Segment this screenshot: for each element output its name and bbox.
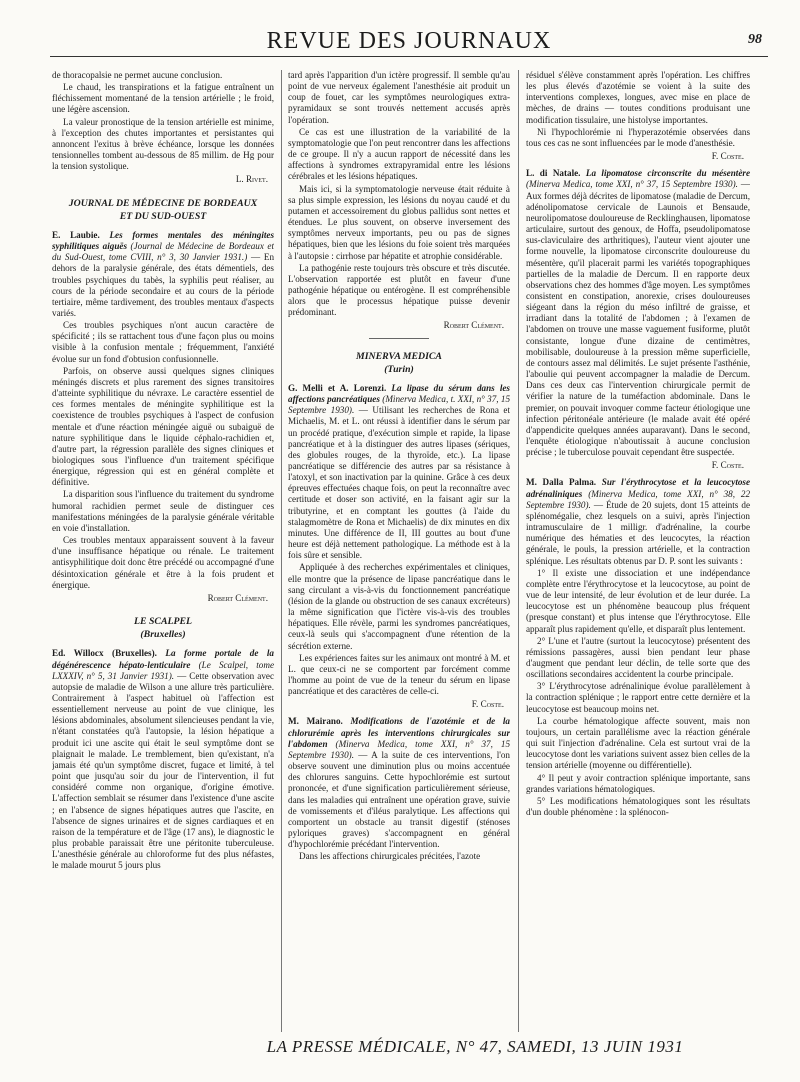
article-reference: (Journal de Médecine de Bordeaux et du Sud-Ouest, tome CVIII, n° 3, 30 Janvier 1931.) [52, 241, 274, 263]
article-title: La lipase du sérum dans les affections pancréatiques [288, 382, 510, 405]
signature: F. Coste. [711, 460, 744, 471]
journal-heading: MINERVA MEDICA [356, 350, 442, 362]
article-text: — Cette observation avec autopsie de maladie de Wilson a une allure très particulière. Contrairement à l'aspect habituel où l'affection est essentiellement nerveuse au point de vue clinique, les lésions abdominales, absolument silencieuses pendant la vie, n'étant constatées qu'à l'autopsie, la lésion hépatique a produit ici une ascite qui était le seul symptôme dont se plaignait le malade. Le tremblement, bien qu'existant, n'a jamais été qu'un symptôme discret, fugace et limité, à tel point que jusqu'au soir du jour de l'intervention, il fut considéré comme non organique, d'origine émotive. L'affection semblait se résumer dans l'existence d'une ascite ; en l'absence de signes hépatiques autres que l'ascite, en l'absence de signes urinaires et de signes cardiaques et en raison de la température et de l'âge (17 ans), le diagnostic le plus probable paraissait être une péritonite tuberculeuse. L'anesthésie générale au chloroforme fut des plus néfastes, le malade mourut 5 jours plus [52, 670, 274, 871]
article [52, 230, 274, 319]
article-title: La forme portale de la dégénérescence hépato-lenticulaire [52, 648, 274, 670]
paragraph: La courbe hématologique affecte souvent, mais non toujours, un certain parallélisme avec la réaction générale qui suit l'injection d'adrénaline. Cela est surtout vrai de la leucocytose dont les variations suivent assez bien celles de la tension artérielle (moyenne ou différentielle). [526, 715, 750, 771]
paragraph: 2° L'une et l'autre (surtout la leucocytose) présentent des rémissions passagères, aussi bien pendant leur phase d'augment que pendant leur déclin, de telle sorte que des oscillations secondaires accidentent la courbe principale. [526, 635, 750, 680]
article [526, 168, 750, 458]
article [526, 477, 750, 566]
article-title: Modifications de l'azotémie et de la chlorurémie après les interventions chirurgicales sur l'abdomen [288, 716, 510, 749]
journal-subheading: (Bruxelles) [140, 629, 186, 641]
paragraph: Parfois, on observe aussi quelques signes cliniques méningés discrets et plus rarement des signes transitoires d'atteinte syphilitique du névraxe. Le caractère essentiel de ces formes mentales de méningite syphilitique est la coexistence de troubles psychiques à l'aspect de confusion mentale et d'une réaction méningée aiguë ou subaiguë de nature syphilitique dans le liquide céphalo-rachidien et, d'autre part, la régression parallèle des signes cliniques et biologiques sous l'influence d'un traitement spécifique énergique, régression qui est en général complète et définitive. [52, 365, 274, 488]
article [288, 716, 510, 850]
journal-subheading: ET DU SUD-OUEST [119, 210, 207, 222]
signature: Robert Clément. [207, 592, 268, 603]
paragraph: La valeur pronostique de la tension artérielle est minime, à l'exception des chutes importantes et persistantes qui annoncent l'exitus à brève échéance, lorsque les données tensionnelles tombent au-dessous de 85 millim. de Hg pour la tension systolique. [52, 116, 274, 172]
journal-heading: JOURNAL DE MÉDECINE DE BORDEAUX [68, 197, 258, 209]
paragraph: La pathogénie reste toujours très obscure et très discutée. L'observation rapportée est plutôt en faveur d'une pathogénie hépatique ou entérogène. Il est compréhensible alors que le processus hépatique puisse devenir prédominant. [288, 262, 510, 318]
article-author: L. di Natale. [526, 168, 581, 179]
paragraph: La disparition sous l'influence du traitement du syndrome humoral rachidien permet seule de distinguer ces manifestations méningées de la paralysie générale véritable en voie d'installation. [52, 489, 274, 533]
page-number: 98 [748, 32, 762, 47]
paragraph: Ces troubles psychiques n'ont aucun caractère de spécificité ; ils se rattachent tous d'une façon plus ou moins visible à la confusion mentale ; fréquemment, l'anxiété évolue sur un fond d'obtusion confusionnelle. [52, 320, 274, 364]
paragraph: Dans les affections chirurgicales précitées, l'azote [299, 851, 481, 862]
article-reference: (Minerva Medica, t. XXI, n° 37, 15 Septembre 1930). [288, 394, 510, 416]
journal-subheading: (Turin) [384, 363, 414, 375]
page-header [50, 26, 768, 57]
article-author: Ed. Willocx (Bruxelles). [52, 648, 157, 659]
signature: L. Rivet. [235, 174, 268, 185]
article-author: G. Melli et A. Lorenzi. [288, 382, 387, 393]
article-author: E. Laubie. [52, 229, 100, 240]
article-title: La lipomatose circonscrite du mésentère [585, 168, 750, 179]
article [288, 383, 510, 562]
signature: F. Coste. [471, 699, 504, 710]
paragraph: Ce cas est une illustration de la variabilité de la symptomatologie que l'on peut rencontrer dans les affections de ce groupe. Il n'y a aucun rapport de nécessité dans les affections à syndromes extrapyramidal entre les lésions cérébrales et les lésions hépatiques. [288, 126, 510, 182]
paragraph: de thoracopalsie ne permet aucune conclusion. [52, 70, 223, 80]
article-text: — Utilisant les recherches de Rona et Michaelis, M. et L. ont réussi à identifier dans le sérum par un procédé pratique, d'exécution simple et rapide, la lipase pancréatique et à la distinguer des autres lipases (sériques, des globules rouges, de la thyroïde, etc.). La lipase pancréatique se différencie des autres par sa résistance à l'atoxyl, et son inactivation par la quinine. Grâce à ces deux épreuves effectuées chaque fois, on peut la reconnaître avec certitude et doser son activité, en la faisant agir sur la tributyrine, et en comptant les gouttes (à l'aide du stalagmomètre de Rona et Michaelis) de dix minutes en dix minutes. Une différence de II, III gouttes au bout d'une heure est déjà nettement pathologique. La méthode est à la fois sûre et sensible. [288, 405, 510, 561]
column-rule [518, 70, 519, 1032]
article-reference: (Minerva Medica, tome XXI, n° 37, 15 Septembre 1930). [288, 738, 510, 760]
article-text: — Étude de 20 sujets, dont 15 atteints de splénomégalie, chez lesquels on a suivi, après l'injection intramusculaire de 1 milligr. d'adrénaline, la courbe numérique des hématies et des leucocytes, la réaction générale, le pouls, la pression artérielle, et la contraction splénique. Les résultats obtenus par D. P. sont les suivants : [526, 499, 750, 566]
paragraph: 4° Il peut y avoir contraction splénique importante, sans grandes variations hématologiques. [526, 772, 750, 794]
paragraph: Mais ici, si la symptomatologie nerveuse était réduite à sa plus simple expression, les lésions du noyau caudé et du putamen et accessoirement du globus pallidus sont nettes et étendues. Le plus souvent, on observe inversement des symptômes nerveux importants, peu ou pas de signes hépatiques, bien que les lésions du foie soient très marquées à l'autopsie : cirrhose par hépatite et atrophie considérable. [288, 183, 510, 261]
article-reference: (Minerva Medica, tome XXI, n° 37, 15 Septembre 1930). [526, 179, 738, 190]
paragraph: résiduel s'élève constamment après l'opération. Les chiffres les plus élevés d'azotémie se voient à la suite des interventions complexes, longues, avec mise en place de mèches, de drains — toutes conditions produisant une modification tissulaire, une histolyse importantes. [526, 70, 750, 125]
article-author: M. Mairano. [288, 716, 343, 727]
article-title: Sur l'érythrocytose et la leucocytose adrénaliniques [526, 477, 750, 499]
paragraph: 3° L'érythrocytose adrénalinique évolue parallèlement à la contraction splénique ; le rapport entre cette dernière et la leucocytose est beaucoup moins net. [526, 681, 750, 714]
paragraph: Les expériences faites sur les animaux ont montré à M. et L. que ceux-ci ne se comportent par forcément comme l'homme au point de vue de la teneur du sérum en lipase pancréatique et des caractères de celle-ci. [288, 652, 510, 697]
journal-heading: LE SCALPEL [134, 616, 192, 628]
paragraph: Le chaud, les transpirations et la fatigue entraînent un fléchissement momentané de la tension artérielle ; le froid, une légère ascension. [52, 82, 274, 115]
paragraph: Ni l'hypochlorémie ni l'hyperazotémie observées dans tous ces cas ne sont influencées par le mode d'anesthésie. [526, 126, 750, 148]
paragraph: tard après l'apparition d'un ictère progressif. Il semble qu'au point de vue nerveux également l'anesthésie ait produit un coup de fouet, car les symptômes neurologiques extra-pyramidaux se sont trouvés nettement accusés après l'opération. [288, 70, 510, 125]
article-title: Les formes mentales des méningites syphilitiques aiguës [52, 229, 274, 252]
article-reference: (Le Scalpel, tome LXXXIV, n° 5, 31 Janvier 1931). [52, 659, 274, 681]
paragraph: 1° Il existe une dissociation et une indépendance complète entre l'érythrocytose et la leucocytose, au point de vue de leur intensité, de leur évolution et de leur durée. La leucocytose est un phénomène beaucoup plus fréquent (presque constant) et plus intense que l'érythrocytose. Elle apparaît plus rapidement qu'elle, et disparaît plus lentement. [526, 567, 750, 634]
article-text: — En dehors de la paralysie générale, des états démentiels, des troubles psychiques du tabès, la syphilis peut réaliser, au cours de la période secondaire et au cours de la période tertiaire, même tardivement, des troubles mentaux d'aspects variés. [52, 252, 274, 318]
column-1 [52, 70, 274, 1032]
article-author: M. Dalla Palma. [526, 477, 597, 488]
signature: F. Coste. [711, 151, 744, 162]
column-3 [526, 70, 750, 1032]
article-reference: (Minerva Medica, tome XXI, n° 38, 22 Septembre 1930). [526, 488, 750, 510]
page-footer: LA PRESSE MÉDICALE, N° 47, SAMEDI, 13 JUIN 1931 [266, 1037, 684, 1056]
journal-section-title: REVUE DES JOURNAUX [266, 28, 552, 54]
column-rule [281, 70, 282, 1032]
section-rule [369, 338, 429, 339]
paragraph: 5° Les modifications hématologiques sont les résultats d'un double phénomène : la splénocon- [526, 795, 750, 817]
article-text: — A la suite de ces interventions, l'on observe souvent une diminution plus ou moins accentuée des chlorures sanguins. Cette hypochlorémie est surtout prononcée, et d'une signification particulièrement sérieuse, dans les maladies qui entraînent une opération grave, suivie de vomissements et d'iléus paralytique. Les affections qui comportent un obstacle au transit digestif (sténoses pyloriques graves) s'accompagnent en général d'hypochlorémie précédant l'intervention. [288, 749, 510, 850]
article [52, 648, 274, 871]
article-text: — Aux formes déjà décrites de lipomatose (maladie de Dercum, adénolipomatose cervicale de Launois et Bensaude, neurolipomatose douloureuse de Recklinghausen, lipomatose articulaire, surtout des genoux, de Hoffa, pseudolipomatose sus-claviculaire des arthritiques), l'auteur vient ajouter une forme nouvelle, la lipomatose circonscrite douloureuse du mésentère, qu'il placerait parmi les variétés topographiques partielles de la maladie de Dercum. Il en rapporte deux observations chez des hommes d'âge moyen. Les symptômes consistent en constipation, anorexie, crises douloureuses siégeant dans la région du méso infiltré de graisse, et irradiant dans la totalité de l'abdomen ; à l'examen de l'abdomen on trouve une masse vaguement fusiforme, plutôt consistante, longue d'une dizaine de centimètres, mobilisable, douloureuse à la pression même superficielle, de contours assez mal délimités. Le sujet présente l'asthénie, l'aboulie qui peuvent accompagner la maladie de Dercum. Dans ces deux cas l'intervention chirurgicale permit de vérifier la nature de la tuméfaction abdominale. Dans le premier, on pouvait invoquer comme facteur étiologique une infection péritonéale antérieure (le malade avait été opéré d'appendicite quelques années auparavant). Dans le second, l'enquête étiologique n'aboutissait à aucune conclusion précise ; le tuberculose pouvait cependant être suspectée. [526, 179, 750, 458]
column-2 [288, 70, 510, 1032]
signature: Robert Clément. [443, 320, 504, 331]
paragraph: Ces troubles mentaux apparaissent souvent à la faveur d'une insuffisance hépatique ou rénale. Le traitement antisyphilitique doit donc être précédé ou accompagné d'une désintoxication générale et être à la fois prudent et énergique. [52, 535, 274, 590]
paragraph: Appliquée à des recherches expérimentales et cliniques, elle montre que la présence de lipase pancréatique dans le sang circulant a vis-à-vis du fonctionnement pancréatique (lésion de la glande ou obstruction de ses canaux excréteurs) la même signification que l'ictère vis-à-vis des troubles hépatiques. Elle révèle, parmi les syndromes pancréatiques, ceux-là seuls qui s'accompagnent d'une rétention de la sécrétion externe. [288, 562, 510, 651]
